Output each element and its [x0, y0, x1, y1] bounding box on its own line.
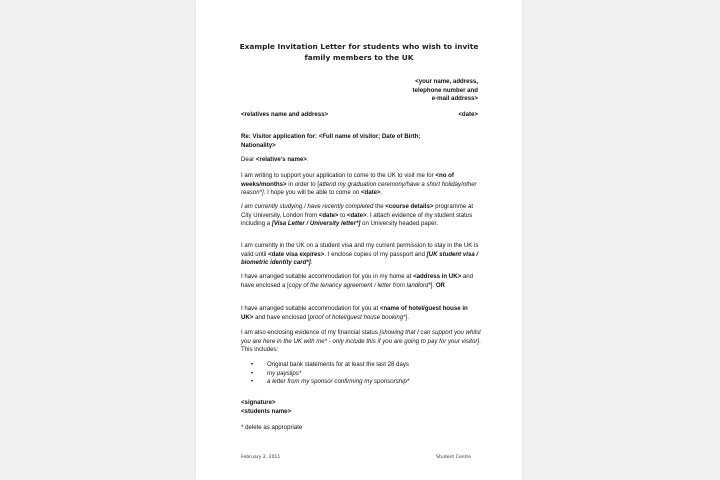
para5-text-2: and have enclosed [ [253, 313, 310, 321]
bullet-sponsor-letter: a letter from my sponsor confirming my sponsorship* [267, 378, 410, 386]
sender-line-2: telephone number and [412, 86, 478, 94]
sender-address [360, 78, 478, 104]
para1-reason: attend my graduation ceremony/have a short holiday/other reason*] [241, 180, 477, 197]
paragraph-accommodation-hotel [241, 305, 481, 322]
para6-condition: [showing that I can support you whilst you are here in the UK with me* - only include this if you are going to pay for your visitor] [241, 329, 481, 345]
signature-line: <signature> [241, 399, 276, 406]
para1-text-1: I am writing to support your application to come to the UK to visit me for [241, 172, 436, 179]
para2-text-2: programme at City University, London from [241, 203, 474, 219]
para1-text-4: . [380, 189, 383, 197]
recipient-address: <relatives name and address> [241, 111, 329, 118]
title-line-2: family members to the UK [304, 52, 414, 62]
footnote: * delete as appropriate [241, 424, 303, 431]
para2-status: I am currently studying / have recently completed [241, 203, 374, 210]
subject-line-1: Re: Visitor application for: <Full name of visitor; Date of Birth; [241, 133, 421, 140]
footer-date: February 2, 2011 [241, 455, 281, 460]
paragraph-student-status [241, 203, 481, 229]
paragraph-financial [241, 329, 481, 355]
para4-address: <address in UK> [413, 273, 462, 280]
paragraph-visa [241, 242, 481, 268]
list-item [241, 370, 481, 379]
letter-date: <date> [458, 111, 478, 118]
bullet-bank-statements: Original bank statements for at least the last 28 days [267, 361, 409, 368]
para2-text-1: the [373, 203, 386, 210]
para2-text-4: . I attach evidence of my student status including a [241, 211, 473, 228]
para5-text-3: ]. [405, 313, 409, 321]
letter-title [196, 42, 522, 63]
salutation-suffix: . [306, 156, 309, 163]
sender-line-1: <your name, address, [415, 78, 478, 85]
para2-start-date: <date> [318, 211, 339, 219]
para4-text-3: ]. [430, 281, 436, 289]
para3-text-1: I am currently in the UK on a student visa and my current permission to stay in the UK is valid until [241, 242, 479, 258]
salutation [241, 156, 481, 165]
para3-visa-doc: [UK student visa / biometric identity card*] [241, 250, 479, 267]
sender-line-3: e-mail address> [431, 95, 478, 103]
para2-text-3: to [338, 211, 347, 219]
salutation-name: <relative's name> [255, 156, 307, 163]
para2-text-5: on University headed paper. [360, 220, 438, 228]
para6-text-1: I am also enclosing evidence of my financial status [241, 329, 380, 336]
subject-line-2: Nationality> [241, 141, 276, 149]
para6-text-2: . This includes: [241, 337, 481, 354]
title-line-1: Example Invitation Letter for students who wish to invite [239, 42, 479, 51]
salutation-prefix: Dear [241, 156, 256, 163]
para5-text-1: I have arranged suitable accommodation for you at [241, 305, 380, 312]
para1-duration: <no of weeks/months> [241, 172, 454, 188]
signature-block [241, 399, 481, 416]
list-item [241, 378, 481, 387]
para2-evidence: [Visa Letter / University letter*] [271, 220, 361, 228]
para1-text-2: in order to [ [286, 180, 320, 188]
para5-proof: proof of hotel/guest house booking* [309, 313, 406, 321]
para5-hotel: <name of hotel/guest house in UK> [241, 305, 468, 321]
bullet-payslips: my payslips* [267, 369, 302, 377]
para4-text-2: and have enclosed a [ [241, 273, 474, 289]
para1-text-3: . I hope you will be able to come on [263, 189, 361, 197]
para3-text-3: . [310, 259, 313, 267]
student-name-line: <students name> [241, 407, 292, 415]
para1-date: <date> [360, 189, 381, 197]
paragraph-visit-purpose [241, 172, 481, 198]
footer-department: Student Centre [436, 455, 471, 460]
para4-or: OR [435, 281, 445, 289]
list-item [241, 361, 481, 370]
para3-expiry: <date visa expires> [268, 250, 325, 258]
para3-text-2: . I enclose copies of my passport and [324, 250, 427, 258]
evidence-list [241, 361, 481, 387]
paragraph-accommodation-home [241, 273, 481, 290]
para4-proof: copy of the tenancy agreement / letter from landlord* [288, 281, 431, 289]
para2-course: <course details> [385, 203, 434, 210]
para4-text-1: I have arranged suitable accommodation for you in my home at [241, 273, 414, 280]
subject-line [241, 133, 481, 150]
para2-end-date: <date> [346, 211, 367, 219]
